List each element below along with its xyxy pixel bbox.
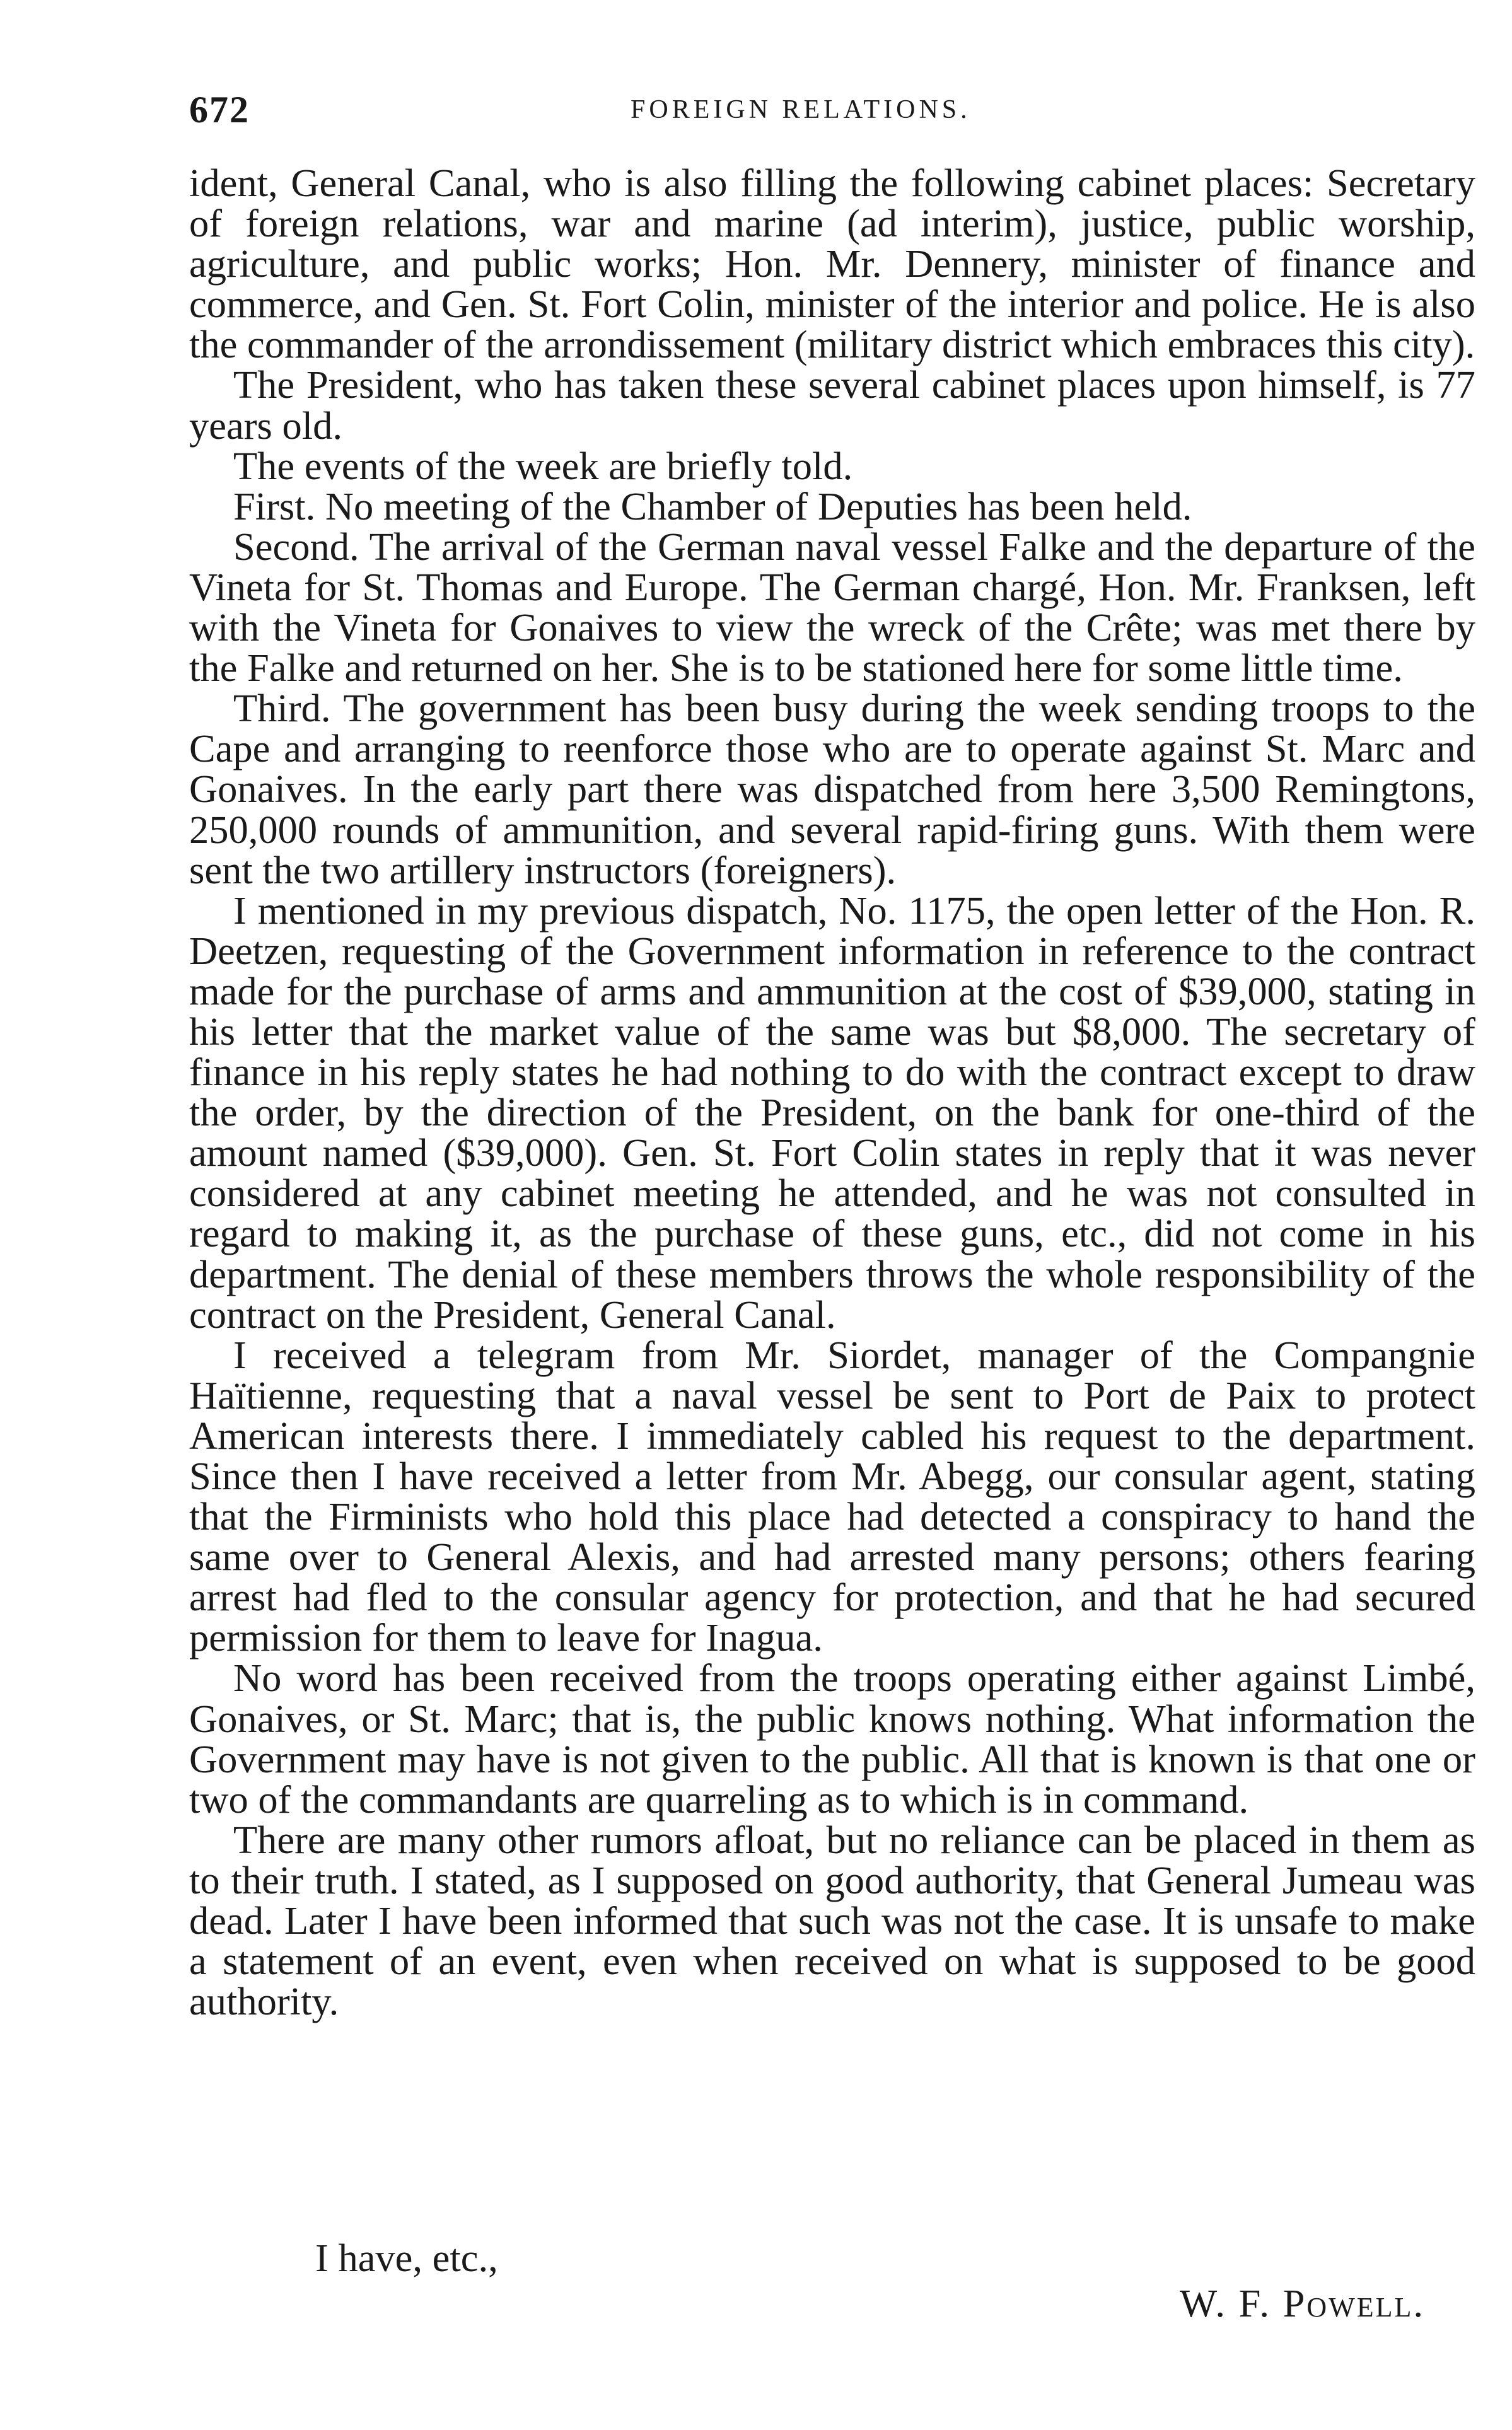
paragraph-siordet-telegram: I received a telegram from Mr. Siordet, manager of the Compangnie Haïtienne, requesting that a naval vessel be sent to Port de Paix to protect American interests there. I immediately cabled his request to the department. Since then I have received a letter from Mr. Abegg, our consular agent, stating that the Firminists who hold this place had detected a conspiracy to hand the same over to General Alexis, and had arrested many persons; others fearing arrest had fled to the consular agency for protection, and that he had secured permission for them to leave for Inagua. xyxy=(189,1332,1475,1660)
paragraph-second-event: Second. The arrival of the German naval vessel Falke and the departure of the Vineta for St. Thomas and Europe. The German chargé, Hon. Mr. Franksen, left with the Vineta for Gonaives to view the wreck of the Crête; was met there by the Falke and returned on her. She is to be stationed here for some little time. xyxy=(189,524,1475,690)
complimentary-close: I have, etc., xyxy=(315,2236,498,2280)
letter-body xyxy=(189,161,1475,2024)
paragraph-cabinet-places: ident, General Canal, who is also filling the following cabinet places: Secretary of foreign relations, war and marine (ad interim), justice, public worship, agriculture, and public works; Hon. Mr. Dennery, minister of finance and commerce, and Gen. St. Fort Colin, minister of the interior and police. He is also the commander of the arrondissement (military district which embraces this city). xyxy=(189,161,1475,367)
paragraph-president-age: The President, who has taken these several cabinet places upon himself, is 77 years old. xyxy=(189,363,1475,448)
running-head: FOREIGN RELATIONS. xyxy=(631,95,971,124)
signature xyxy=(1180,2281,1425,2327)
paragraph-rumors: There are many other rumors afloat, but no reliance can be placed in them as to their truth. I stated, as I supposed on good authority, that General Jumeau was dead. Later I have been informed that such was not the case. It is unsafe to make a statement of an event, even when received on what is supposed to be good authority. xyxy=(189,1817,1475,2024)
page-header xyxy=(189,88,1475,139)
letter-closing xyxy=(189,2235,1475,2330)
signature-surname: Powell. xyxy=(1282,2281,1425,2325)
paragraph-events-intro: The events of the week are briefly told. xyxy=(233,443,853,488)
paragraph-third-event: Third. The government has been busy during the week sending troops to the Cape and arranging to reenforce those who are to operate against St. Marc and Gonaives. In the early part there was dispatched from here 3,500 Remingtons, 250,000 rounds of ammunition, and several rapid-firing guns. With them were sent the two artillery instructors (foreigners). xyxy=(189,686,1475,892)
paragraph-troops-news: No word has been received from the troops operating either against Limbé, Gonaives, or St. Marc; that is, the public knows nothing. What information the Government may have is not given to the public. All that is known is that one or two of the commandants are quarreling as to which is in command. xyxy=(189,1656,1475,1822)
paragraph-first-event: First. No meeting of the Chamber of Deputies has been held. xyxy=(233,484,1192,528)
signature-initials: W. F. xyxy=(1180,2281,1272,2325)
paragraph-deetzen-letter: I mentioned in my previous dispatch, No. 1175, the open letter of the Hon. R. Deetzen, requesting of the Government information in reference to the contract made for the purchase of arms and ammunition at the cost of $39,000, stating in his letter that the market value of the same was but $8,000. The secretary of finance in his reply states he had nothing to do with the contract except to draw the order, by the direction of the President, on the bank for one-third of the amount named ($39,000). Gen. St. Fort Colin states in reply that it was never considered at any cabinet meeting he attended, and he was not consulted in regard to making it, as the purchase of these guns, etc., did not come in his department. The denial of these members throws the whole responsibility of the contract on the President, General Canal. xyxy=(189,888,1475,1337)
page-number: 672 xyxy=(189,89,250,131)
